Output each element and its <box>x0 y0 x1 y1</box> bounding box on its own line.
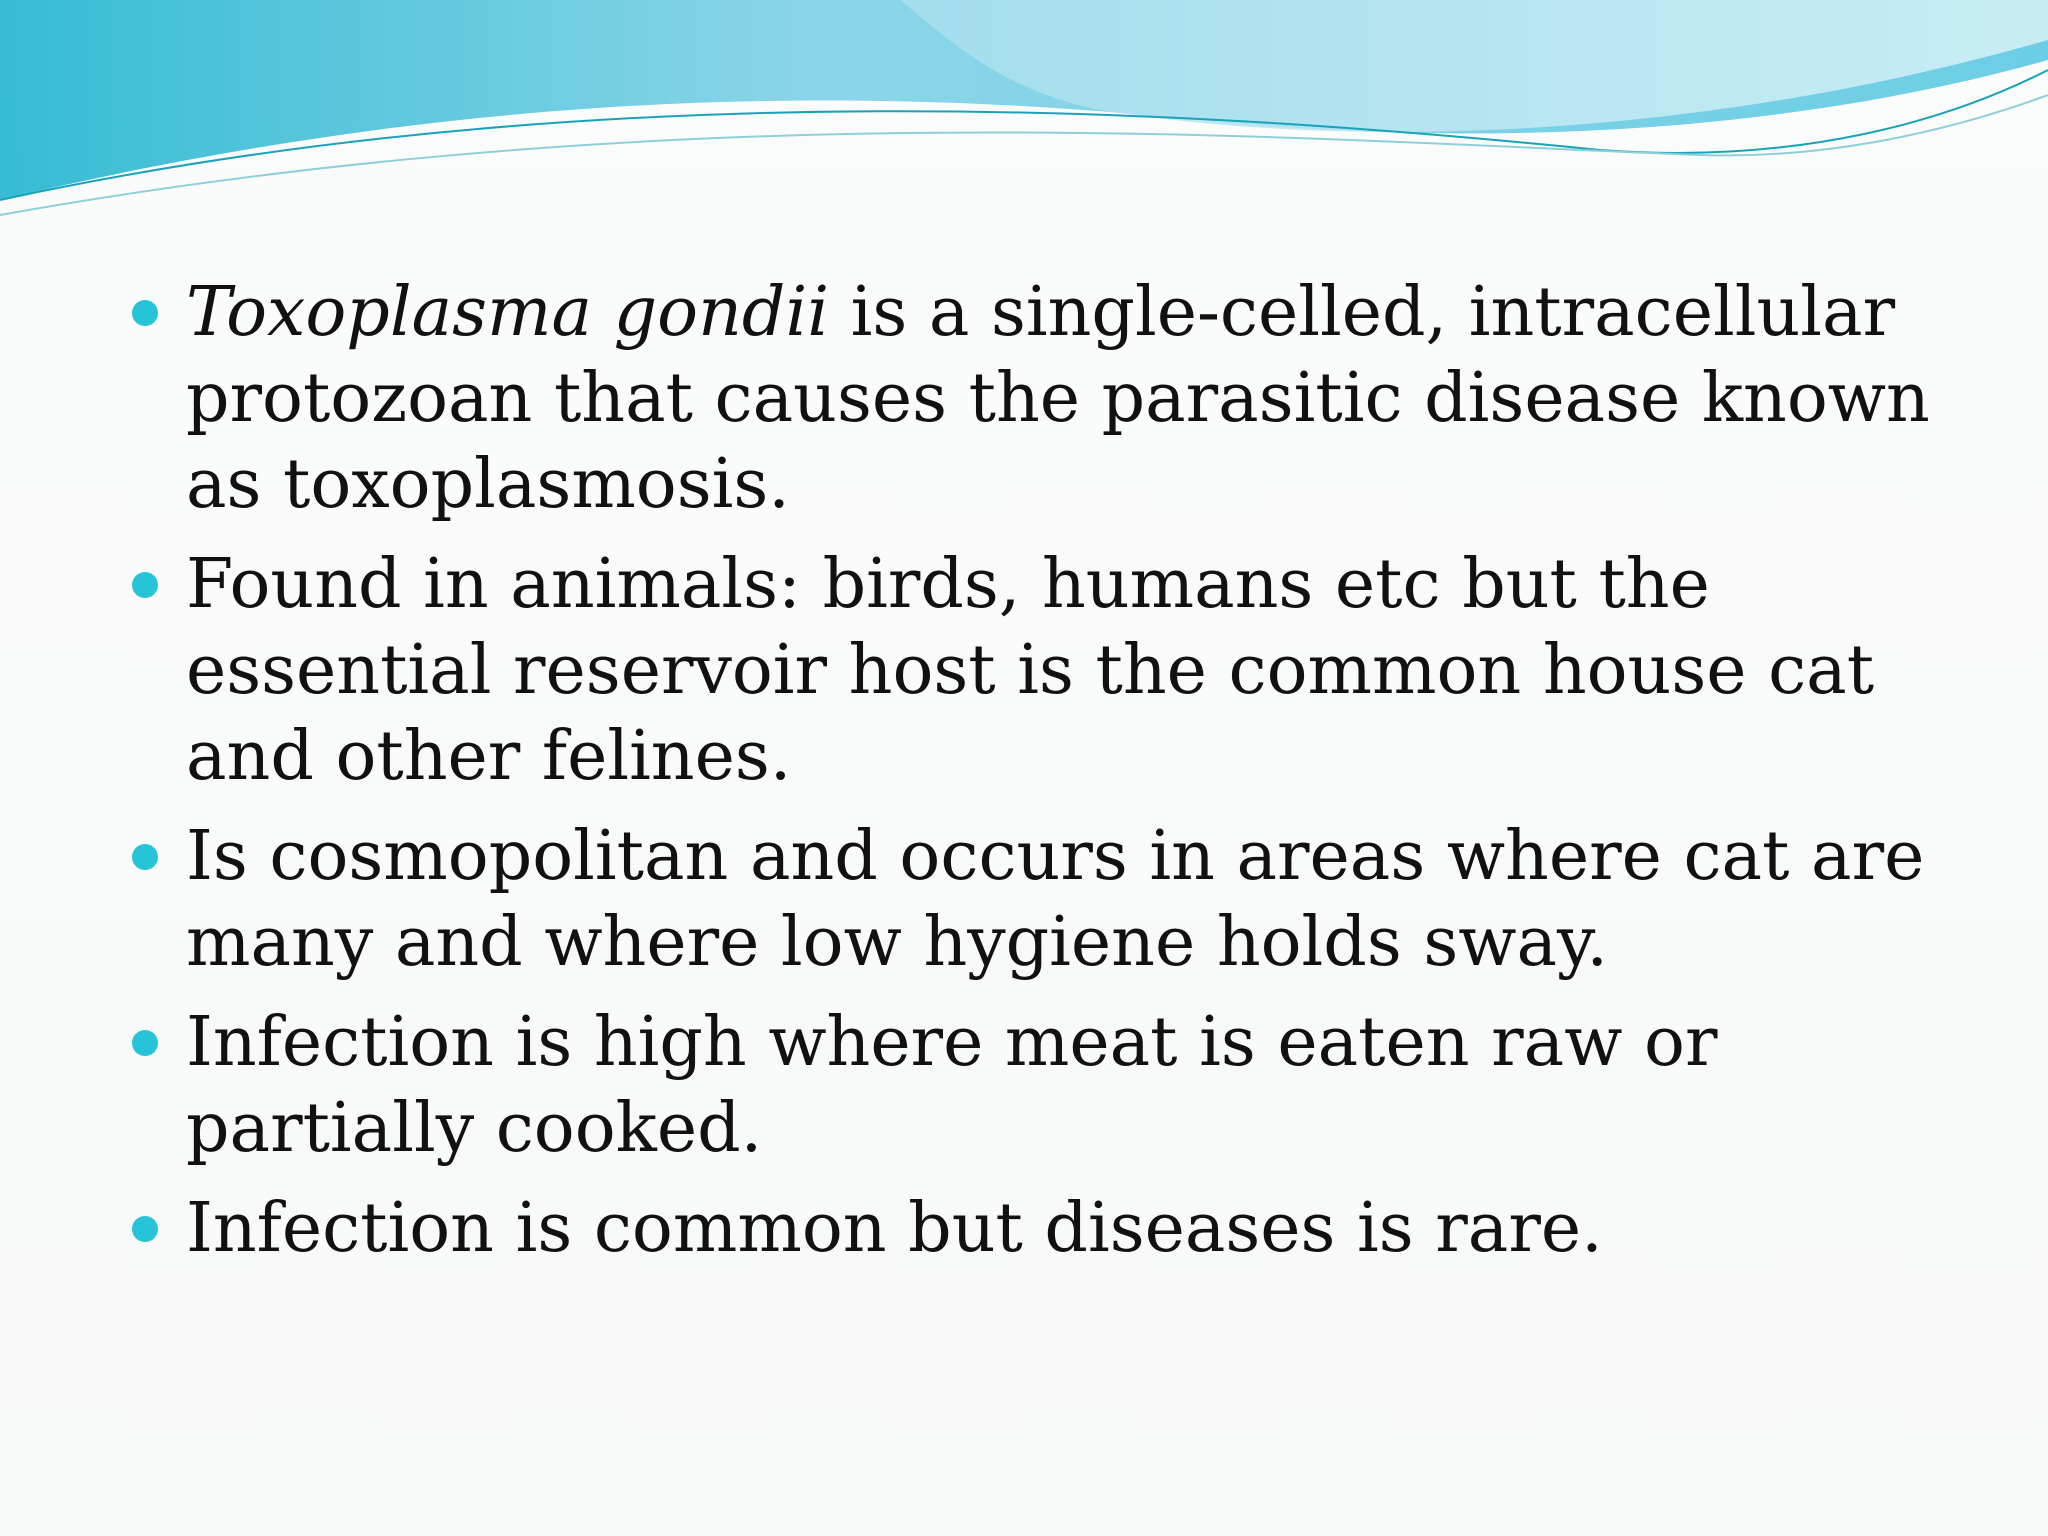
bullet-text: Infection is high where meat is eaten raw or partially cooked. <box>186 1003 1718 1168</box>
bullet-dot-icon <box>132 1216 158 1242</box>
bullet-item-4 <box>130 1000 2010 1172</box>
bullet-dot-icon <box>132 1030 158 1056</box>
bullet-item-3 <box>130 814 2010 986</box>
bullet-text: Is cosmopolitan and occurs in areas where cat are many and where low hygiene holds sway. <box>186 817 1925 982</box>
bullet-list <box>130 270 2010 1286</box>
bullet-dot-icon <box>132 844 158 870</box>
bullet-text: is a single-celled, intracellular protozoan that causes the parasitic disease known as toxoplasmosis. <box>186 273 1930 524</box>
decorative-wave-header <box>0 0 2048 240</box>
bullet-item-2 <box>130 542 2010 800</box>
bullet-item-1 <box>130 270 2010 528</box>
bullet-text: Found in animals: birds, humans etc but the essential reservoir host is the common house cat and other felines. <box>186 545 1875 796</box>
bullet-text: Infection is common but diseases is rare. <box>186 1189 1603 1268</box>
bullet-dot-icon <box>132 300 158 326</box>
bullet-item-5 <box>130 1186 2010 1272</box>
species-name: Toxoplasma gondii <box>186 273 829 352</box>
bullet-dot-icon <box>132 572 158 598</box>
